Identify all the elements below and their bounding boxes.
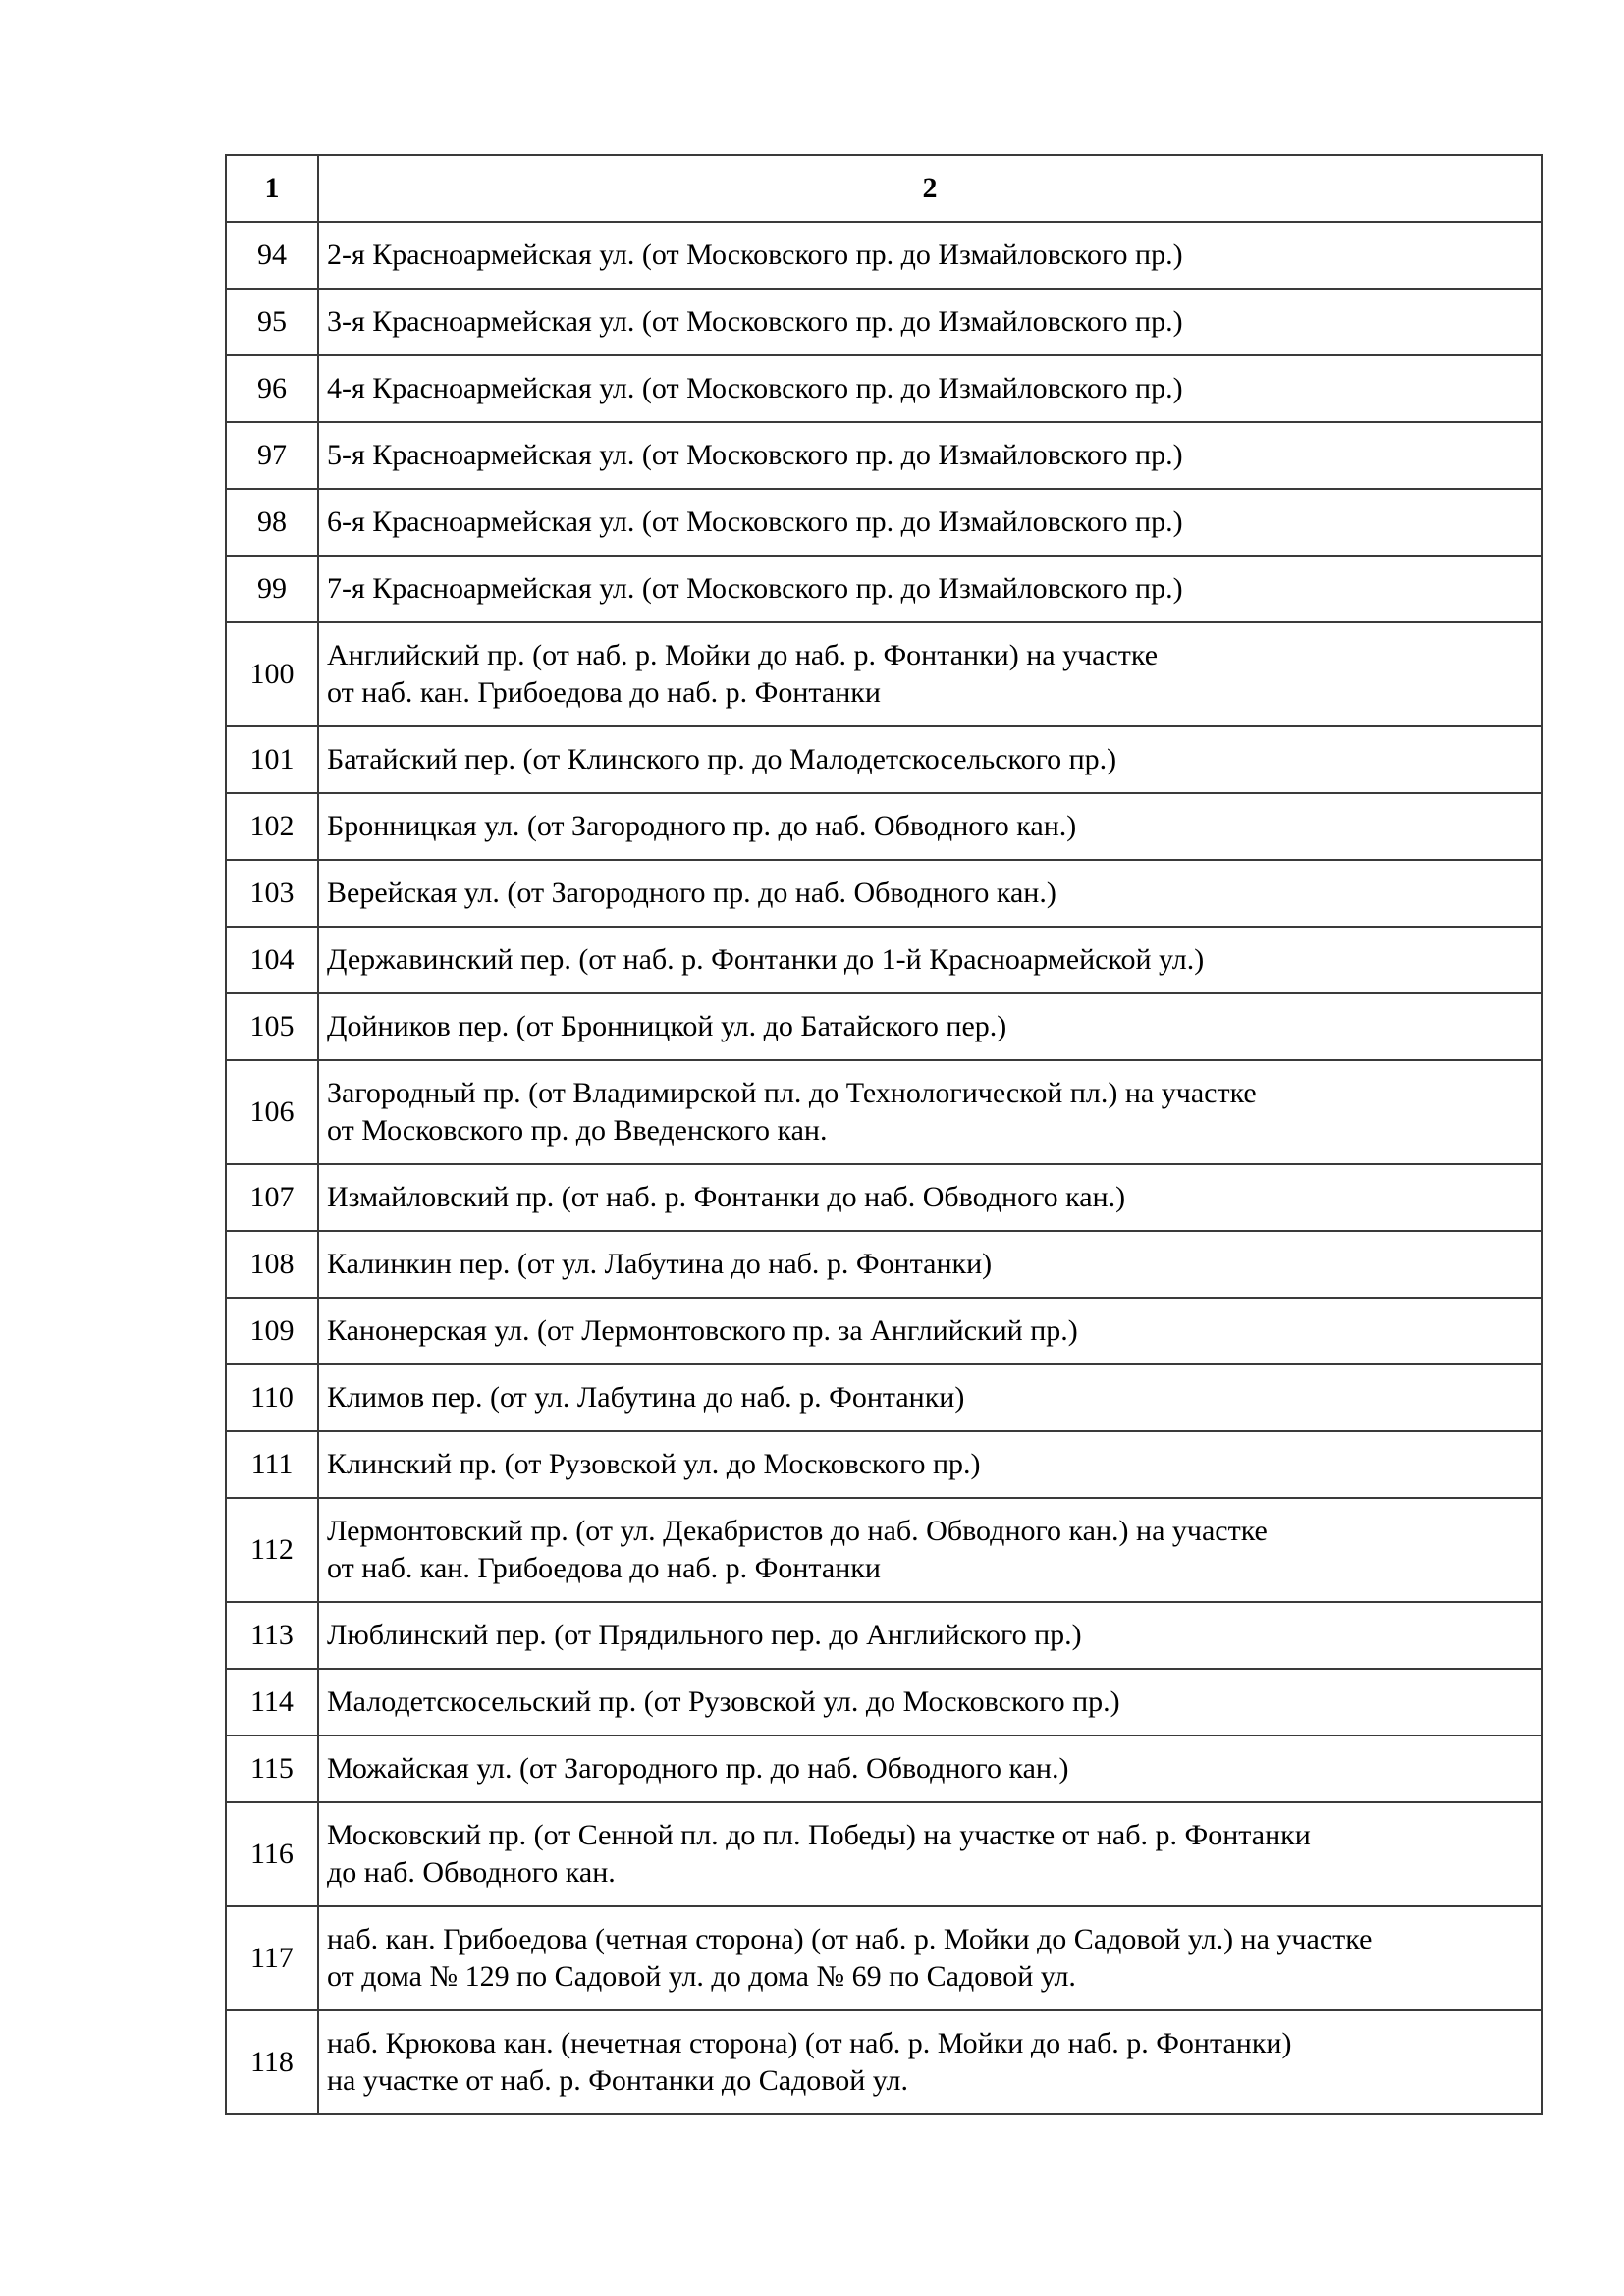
table-row [226,793,1542,860]
row-number: 94 [226,222,318,289]
row-number: 116 [226,1802,318,1906]
table-row [226,1060,1542,1164]
table-body [226,155,1542,2114]
street-description [318,1735,1542,1802]
row-number: 106 [226,1060,318,1164]
table-row [226,1602,1542,1669]
table-row [226,927,1542,993]
street-description [318,622,1542,726]
row-number: 114 [226,1669,318,1735]
street-description-line: Дойников пер. (от Бронницкой ул. до Батайского пер.) [327,1010,1007,1042]
street-description-line: наб. Крюкова кан. (нечетная сторона) (от наб. р. Мойки до наб. р. Фонтанки) [327,2027,1292,2059]
table-row [226,489,1542,556]
table-row [226,1431,1542,1498]
header-col-number: 1 [226,155,318,222]
row-number: 100 [226,622,318,726]
street-description-line: Английский пр. (от наб. р. Мойки до наб. р. Фонтанки) на участке [327,639,1159,671]
street-description [318,2010,1542,2114]
street-description-line: Канонерская ул. (от Лермонтовского пр. за Английский пр.) [327,1314,1078,1347]
street-description [318,927,1542,993]
street-description-line: 4-я Красноармейская ул. (от Московского пр. до Измайловского пр.) [327,372,1183,404]
street-description-line: от наб. кан. Грибоедова до наб. р. Фонтанки [327,1552,881,1584]
street-description [318,222,1542,289]
street-description [318,1298,1542,1364]
row-number: 105 [226,993,318,1060]
row-number: 109 [226,1298,318,1364]
table-row [226,860,1542,927]
table-row [226,1802,1542,1906]
row-number: 99 [226,556,318,622]
table-row [226,422,1542,489]
street-description [318,1602,1542,1669]
street-description-line: 2-я Красноармейская ул. (от Московского пр. до Измайловского пр.) [327,239,1183,271]
row-number: 111 [226,1431,318,1498]
table-row [226,1735,1542,1802]
street-description [318,422,1542,489]
street-description-line: Клинский пр. (от Рузовской ул. до Московского пр.) [327,1448,981,1480]
street-description-line: 3-я Красноармейская ул. (от Московского пр. до Измайловского пр.) [327,305,1183,338]
street-description-line: от наб. кан. Грибоедова до наб. р. Фонтанки [327,676,881,709]
row-number: 115 [226,1735,318,1802]
row-number: 113 [226,1602,318,1669]
row-number: 101 [226,726,318,793]
table-row [226,1298,1542,1364]
street-description [318,1906,1542,2010]
table-row [226,1164,1542,1231]
street-description [318,1802,1542,1906]
street-description [318,1364,1542,1431]
table-row [226,355,1542,422]
street-description-line: Лермонтовский пр. (от ул. Декабристов до наб. Обводного кан.) на участке [327,1515,1268,1547]
row-number: 112 [226,1498,318,1602]
row-number: 117 [226,1906,318,2010]
row-number: 97 [226,422,318,489]
street-description-line: Измайловский пр. (от наб. р. Фонтанки до наб. Обводного кан.) [327,1181,1126,1213]
table-row [226,622,1542,726]
street-description [318,289,1542,355]
street-description-line: 5-я Красноармейская ул. (от Московского пр. до Измайловского пр.) [327,439,1183,471]
row-number: 110 [226,1364,318,1431]
street-description [318,1498,1542,1602]
street-description [318,1669,1542,1735]
header-col-name: 2 [318,155,1542,222]
streets-table [225,154,1543,2115]
street-description [318,1164,1542,1231]
street-description [318,860,1542,927]
row-number: 96 [226,355,318,422]
street-description [318,1231,1542,1298]
street-description-line: Климов пер. (от ул. Лабутина до наб. р. Фонтанки) [327,1381,965,1414]
table-row [226,2010,1542,2114]
row-number: 107 [226,1164,318,1231]
row-number: 95 [226,289,318,355]
table-row [226,556,1542,622]
street-description-line: от Московского пр. до Введенского кан. [327,1114,828,1147]
street-description [318,355,1542,422]
street-description [318,726,1542,793]
street-description-line: на участке от наб. р. Фонтанки до Садовой ул. [327,2064,908,2097]
street-description-line: Бронницкая ул. (от Загородного пр. до наб. Обводного кан.) [327,810,1077,842]
table-row [226,1669,1542,1735]
street-description-line: Верейская ул. (от Загородного пр. до наб. Обводного кан.) [327,877,1056,909]
row-number: 118 [226,2010,318,2114]
street-description-line: Калинкин пер. (от ул. Лабутина до наб. р. Фонтанки) [327,1248,993,1280]
street-description-line: 6-я Красноармейская ул. (от Московского пр. до Измайловского пр.) [327,506,1183,538]
street-description [318,993,1542,1060]
table-row [226,1231,1542,1298]
table-row [226,1498,1542,1602]
street-description [318,1060,1542,1164]
table-row [226,289,1542,355]
street-description-line: от дома № 129 по Садовой ул. до дома № 69 по Садовой ул. [327,1960,1076,1993]
street-description-line: Загородный пр. (от Владимирской пл. до Технологической пл.) на участке [327,1077,1257,1109]
street-description-line: Малодетскосельский пр. (от Рузовской ул. до Московского пр.) [327,1685,1120,1718]
table-row [226,1364,1542,1431]
street-description [318,1431,1542,1498]
street-description-line: наб. кан. Грибоедова (четная сторона) (от наб. р. Мойки до Садовой ул.) на участке [327,1923,1373,1955]
street-description [318,793,1542,860]
street-description [318,556,1542,622]
row-number: 102 [226,793,318,860]
table-row [226,726,1542,793]
row-number: 103 [226,860,318,927]
row-number: 98 [226,489,318,556]
row-number: 104 [226,927,318,993]
street-description-line: Люблинский пер. (от Прядильного пер. до Английского пр.) [327,1619,1082,1651]
street-description-line: Батайский пер. (от Клинского пр. до Малодетскосельского пр.) [327,743,1117,775]
table-header-row [226,155,1542,222]
table-row [226,993,1542,1060]
street-description [318,489,1542,556]
table-row [226,222,1542,289]
row-number: 108 [226,1231,318,1298]
street-description-line: до наб. Обводного кан. [327,1856,616,1889]
street-description-line: 7-я Красноармейская ул. (от Московского пр. до Измайловского пр.) [327,572,1183,605]
street-description-line: Московский пр. (от Сенной пл. до пл. Победы) на участке от наб. р. Фонтанки [327,1819,1311,1851]
street-description-line: Можайская ул. (от Загородного пр. до наб. Обводного кан.) [327,1752,1069,1785]
table-row [226,1906,1542,2010]
street-description-line: Державинский пер. (от наб. р. Фонтанки до 1-й Красноармейской ул.) [327,943,1205,976]
